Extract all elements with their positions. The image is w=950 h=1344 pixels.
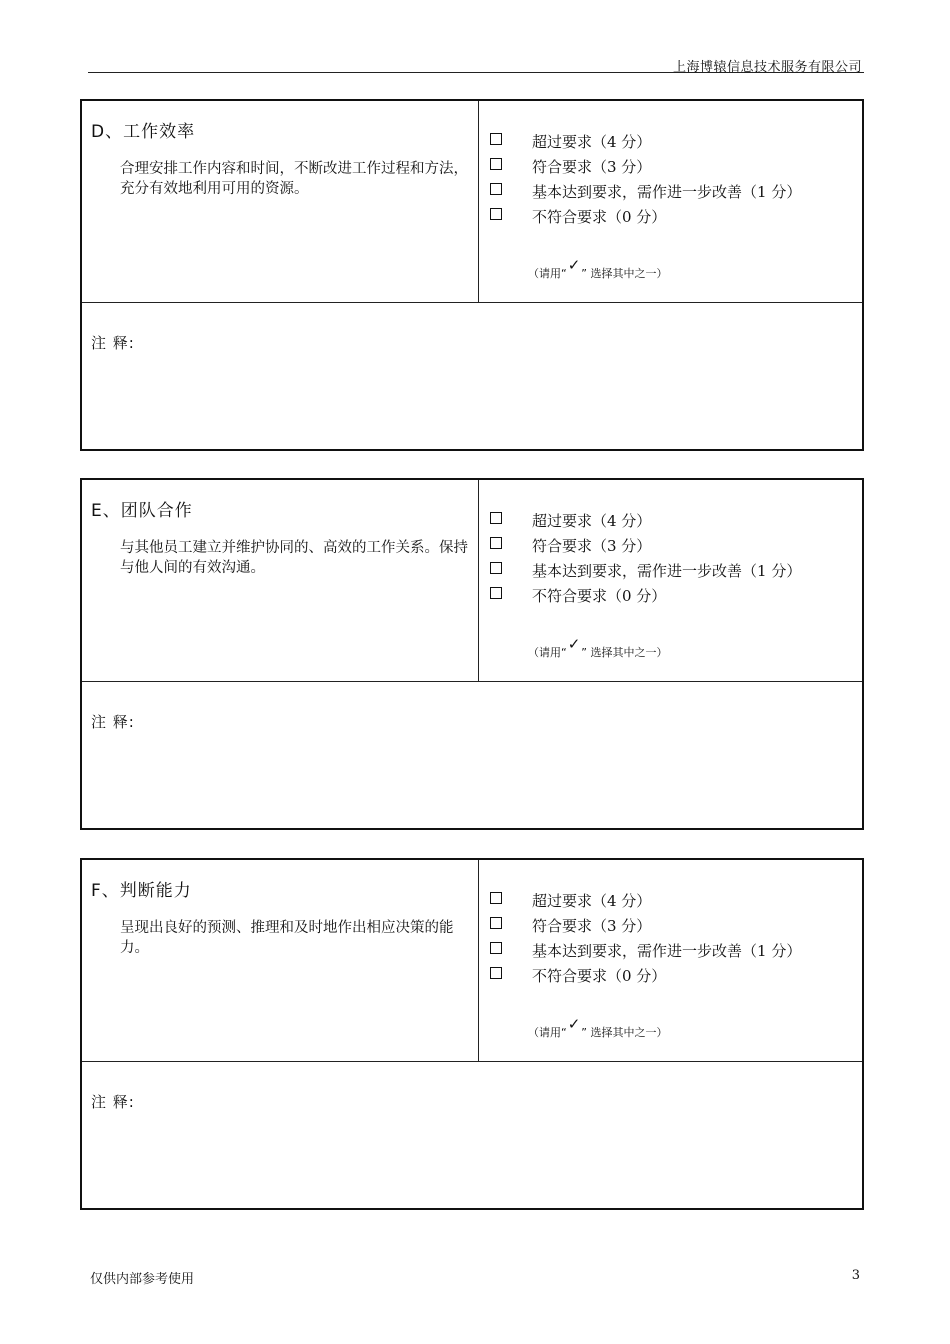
rating-option-label: 不符合要求（0 分） — [532, 208, 667, 226]
rating-option-label: 不符合要求（0 分） — [532, 587, 667, 605]
selection-instruction — [528, 635, 668, 660]
remarks-area[interactable] — [82, 681, 862, 828]
instruction-text-before: （请用“ — [528, 1026, 567, 1039]
checkmark-icon: ✓ — [567, 1015, 581, 1033]
checkbox-exceeds[interactable] — [490, 892, 502, 904]
rating-option-label: 超过要求（4 分） — [532, 133, 652, 151]
rating-option-label: 基本达到要求，需作进一步改善（1 分） — [532, 183, 802, 201]
checkbox-needs-improvement[interactable] — [490, 183, 502, 195]
header-divider — [88, 72, 864, 73]
rating-option-label: 符合要求（3 分） — [532, 537, 652, 555]
remarks-area[interactable] — [82, 1061, 862, 1208]
checkbox-unsatisfactory[interactable] — [490, 587, 502, 599]
section-criteria-description-cell — [82, 101, 479, 302]
rating-option-label: 符合要求（3 分） — [532, 917, 652, 935]
section-criteria-row — [82, 860, 862, 1062]
rating-option-label: 不符合要求（0 分） — [532, 967, 667, 985]
section-criteria-row — [82, 101, 862, 303]
remarks-area[interactable] — [82, 302, 862, 449]
checkbox-needs-improvement[interactable] — [490, 942, 502, 954]
section-criteria-description-cell — [82, 860, 479, 1061]
selection-instruction — [528, 1015, 668, 1040]
instruction-text-before: （请用“ — [528, 646, 567, 659]
section-description: 呈现出良好的预测、推理和及时地作出相应决策的能力。 — [120, 920, 454, 956]
section-description: 合理安排工作内容和时间，不断改进工作过程和方法，充分有效地利用可用的资源。 — [120, 161, 468, 197]
checkbox-exceeds[interactable] — [490, 512, 502, 524]
rating-option-label: 超过要求（4 分） — [532, 892, 652, 910]
evaluation-section-teamwork — [80, 478, 864, 830]
checkbox-meets[interactable] — [490, 917, 502, 929]
section-title: D、工作效率 — [91, 122, 196, 142]
section-title: F、判断能力 — [91, 881, 192, 901]
checkbox-meets[interactable] — [490, 158, 502, 170]
instruction-text-after: ” 选择其中之一） — [581, 1026, 668, 1039]
evaluation-section-efficiency — [80, 99, 864, 451]
selection-instruction — [528, 256, 668, 281]
section-criteria-row — [82, 480, 862, 682]
checkmark-icon: ✓ — [567, 635, 581, 653]
header-company-name: 上海博辕信息技术服务有限公司 — [672, 60, 862, 75]
remarks-label: 注 释: — [91, 1093, 135, 1111]
remarks-label: 注 释: — [91, 334, 135, 352]
evaluation-section-judgment — [80, 858, 864, 1210]
instruction-text-after: ” 选择其中之一） — [581, 646, 668, 659]
page-number: 3 — [851, 1268, 860, 1283]
checkbox-exceeds[interactable] — [490, 133, 502, 145]
remarks-label: 注 释: — [91, 713, 135, 731]
rating-option-label: 基本达到要求，需作进一步改善（1 分） — [532, 562, 802, 580]
checkbox-needs-improvement[interactable] — [490, 562, 502, 574]
rating-option-label: 超过要求（4 分） — [532, 512, 652, 530]
rating-option-label: 基本达到要求，需作进一步改善（1 分） — [532, 942, 802, 960]
section-title: E、团队合作 — [91, 501, 193, 521]
section-description: 与其他员工建立并维护协同的、高效的工作关系。保持与他人间的有效沟通。 — [120, 540, 468, 576]
instruction-text-after: ” 选择其中之一） — [581, 267, 668, 280]
checkbox-unsatisfactory[interactable] — [490, 208, 502, 220]
footer-internal-use-note: 仅供内部参考使用 — [90, 1272, 195, 1287]
instruction-text-before: （请用“ — [528, 267, 567, 280]
checkbox-meets[interactable] — [490, 537, 502, 549]
checkmark-icon: ✓ — [567, 256, 581, 274]
rating-option-label: 符合要求（3 分） — [532, 158, 652, 176]
checkbox-unsatisfactory[interactable] — [490, 967, 502, 979]
section-criteria-description-cell — [82, 480, 479, 681]
